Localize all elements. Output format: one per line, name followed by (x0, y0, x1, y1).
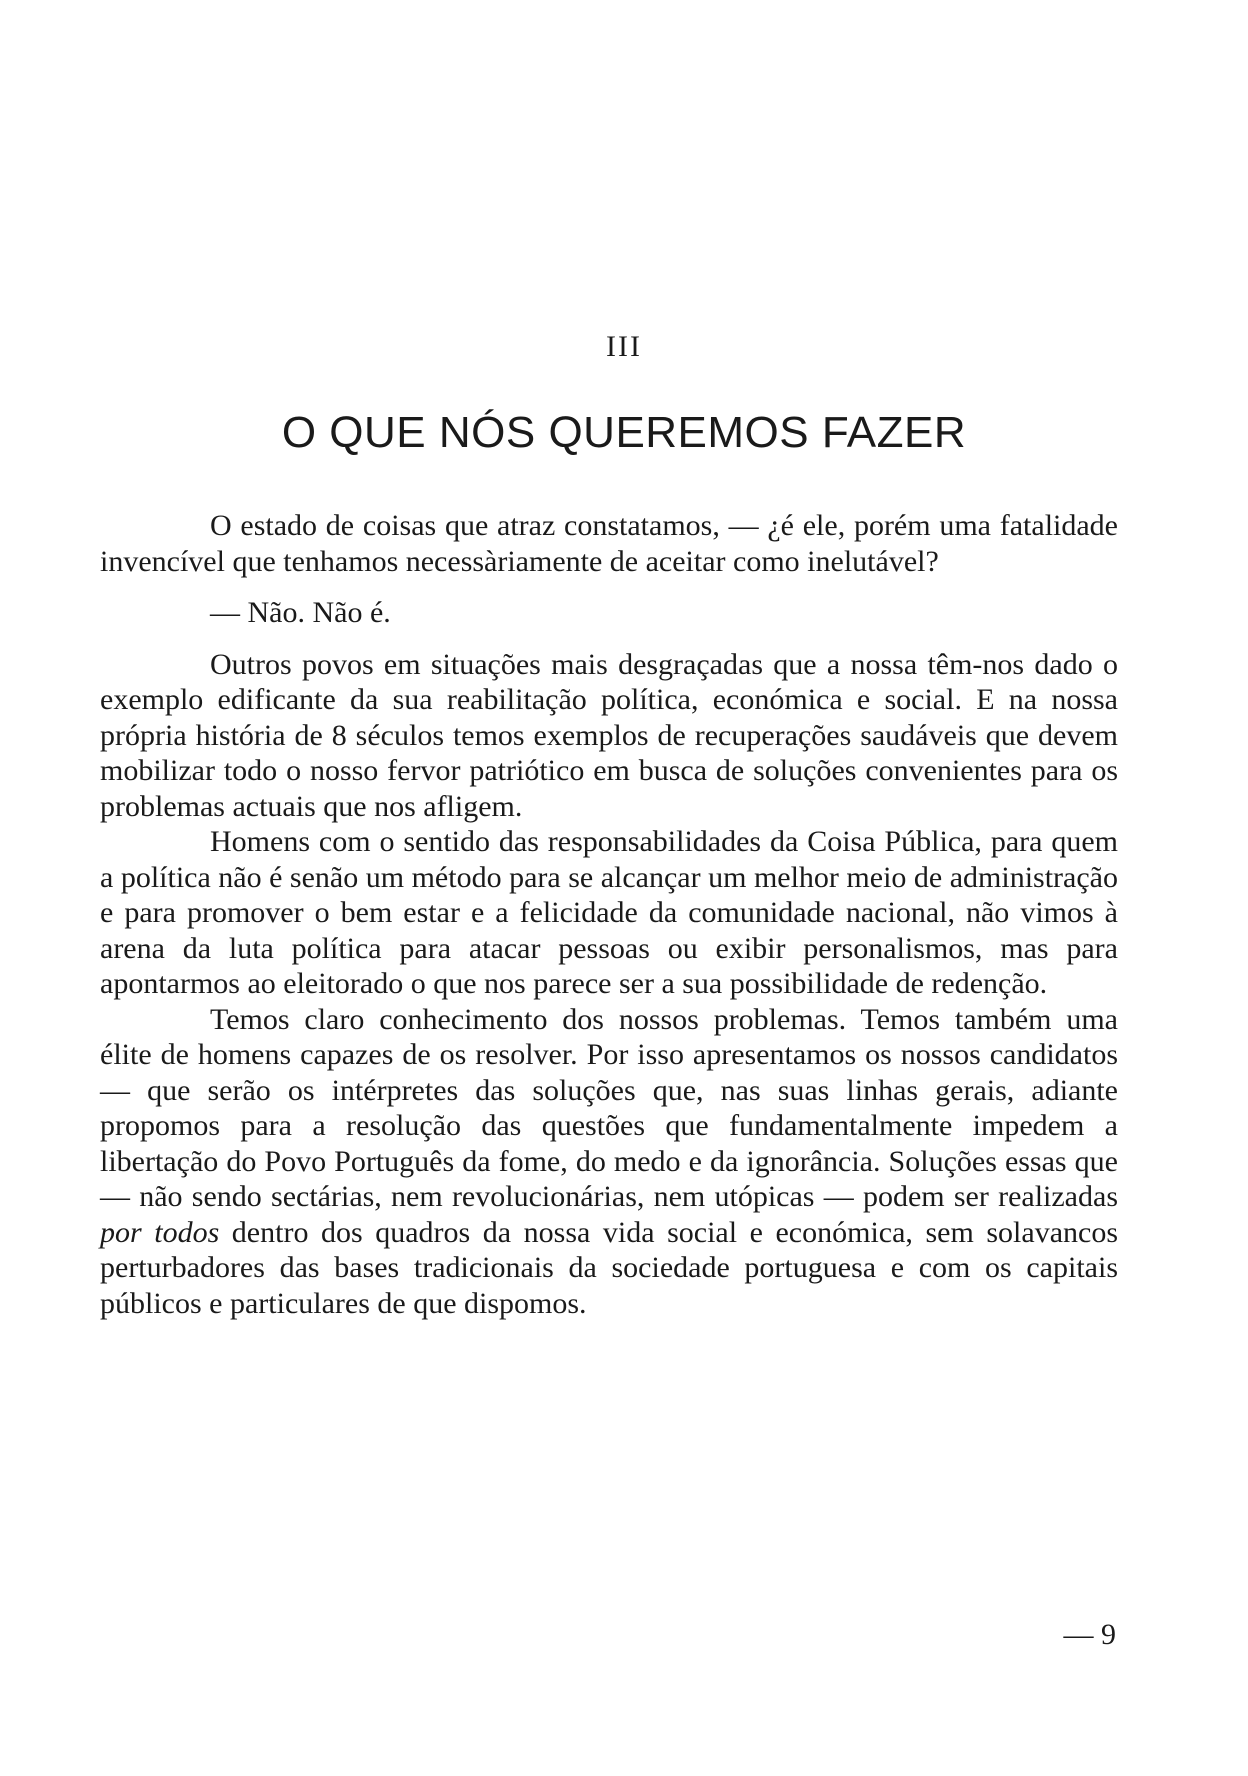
paragraph-5-emphasis: por todos (100, 1215, 220, 1249)
chapter-number: III (606, 330, 642, 363)
paragraph-5-text-before: Temos claro conhecimento dos nossos problemas. Temos também uma élite de homens capazes de os resolver. Por isso apresentamos os nossos candidatos — que serão os intérpretes das soluções que, nas suas linhas gerais, adiante propomos para a resolução das questões que fundamentalmente impedem a libertação do Povo Português da fome, do medo e da ignorância. Soluções essas que — não sendo sectárias, nem revolucionárias, nem utópicas — podem ser realizadas (100, 1002, 1118, 1213)
body-text (100, 508, 1118, 1321)
paragraph-5 (100, 1002, 1118, 1322)
paragraph-2: — Não. Não é. (210, 596, 391, 629)
page-number: — 9 (1063, 1618, 1116, 1651)
chapter-title: O QUE NÓS QUEREMOS FAZER (281, 408, 967, 457)
paragraph-5-text-after: dentro dos quadros da nossa vida social e económica, sem solavancos perturbadores das bases tradicionais da sociedade portuguesa e com os capitais públicos e particulares de que dispomos. (100, 1215, 1118, 1320)
paragraph-1: O estado de coisas que atraz constatamos, — ¿é ele, porém uma fatalidade invencível que tenhamos necessàriamente de aceitar como inelutável? (100, 509, 1118, 578)
paragraph-3: Outros povos em situações mais desgraçadas que a nossa têm-nos dado o exemplo edificante da sua reabilitação política, económica e social. E na nossa própria história de 8 séculos temos exemplos de recuperações saudáveis que devem mobilizar todo o nosso fervor patriótico em busca de soluções convenientes para os problemas actuais que nos afligem. (100, 647, 1118, 823)
paragraph-4: Homens com o sentido das responsabilidades da Coisa Pública, para quem a política não é senão um método para se alcançar um melhor meio de administração e para promover o bem estar e a felicidade da comunidade nacional, não vimos à arena da luta política para atacar pessoas ou exibir personalismos, mas para apontarmos ao eleitorado o que nos parece ser a sua possibilidade de redenção. (100, 825, 1118, 1000)
